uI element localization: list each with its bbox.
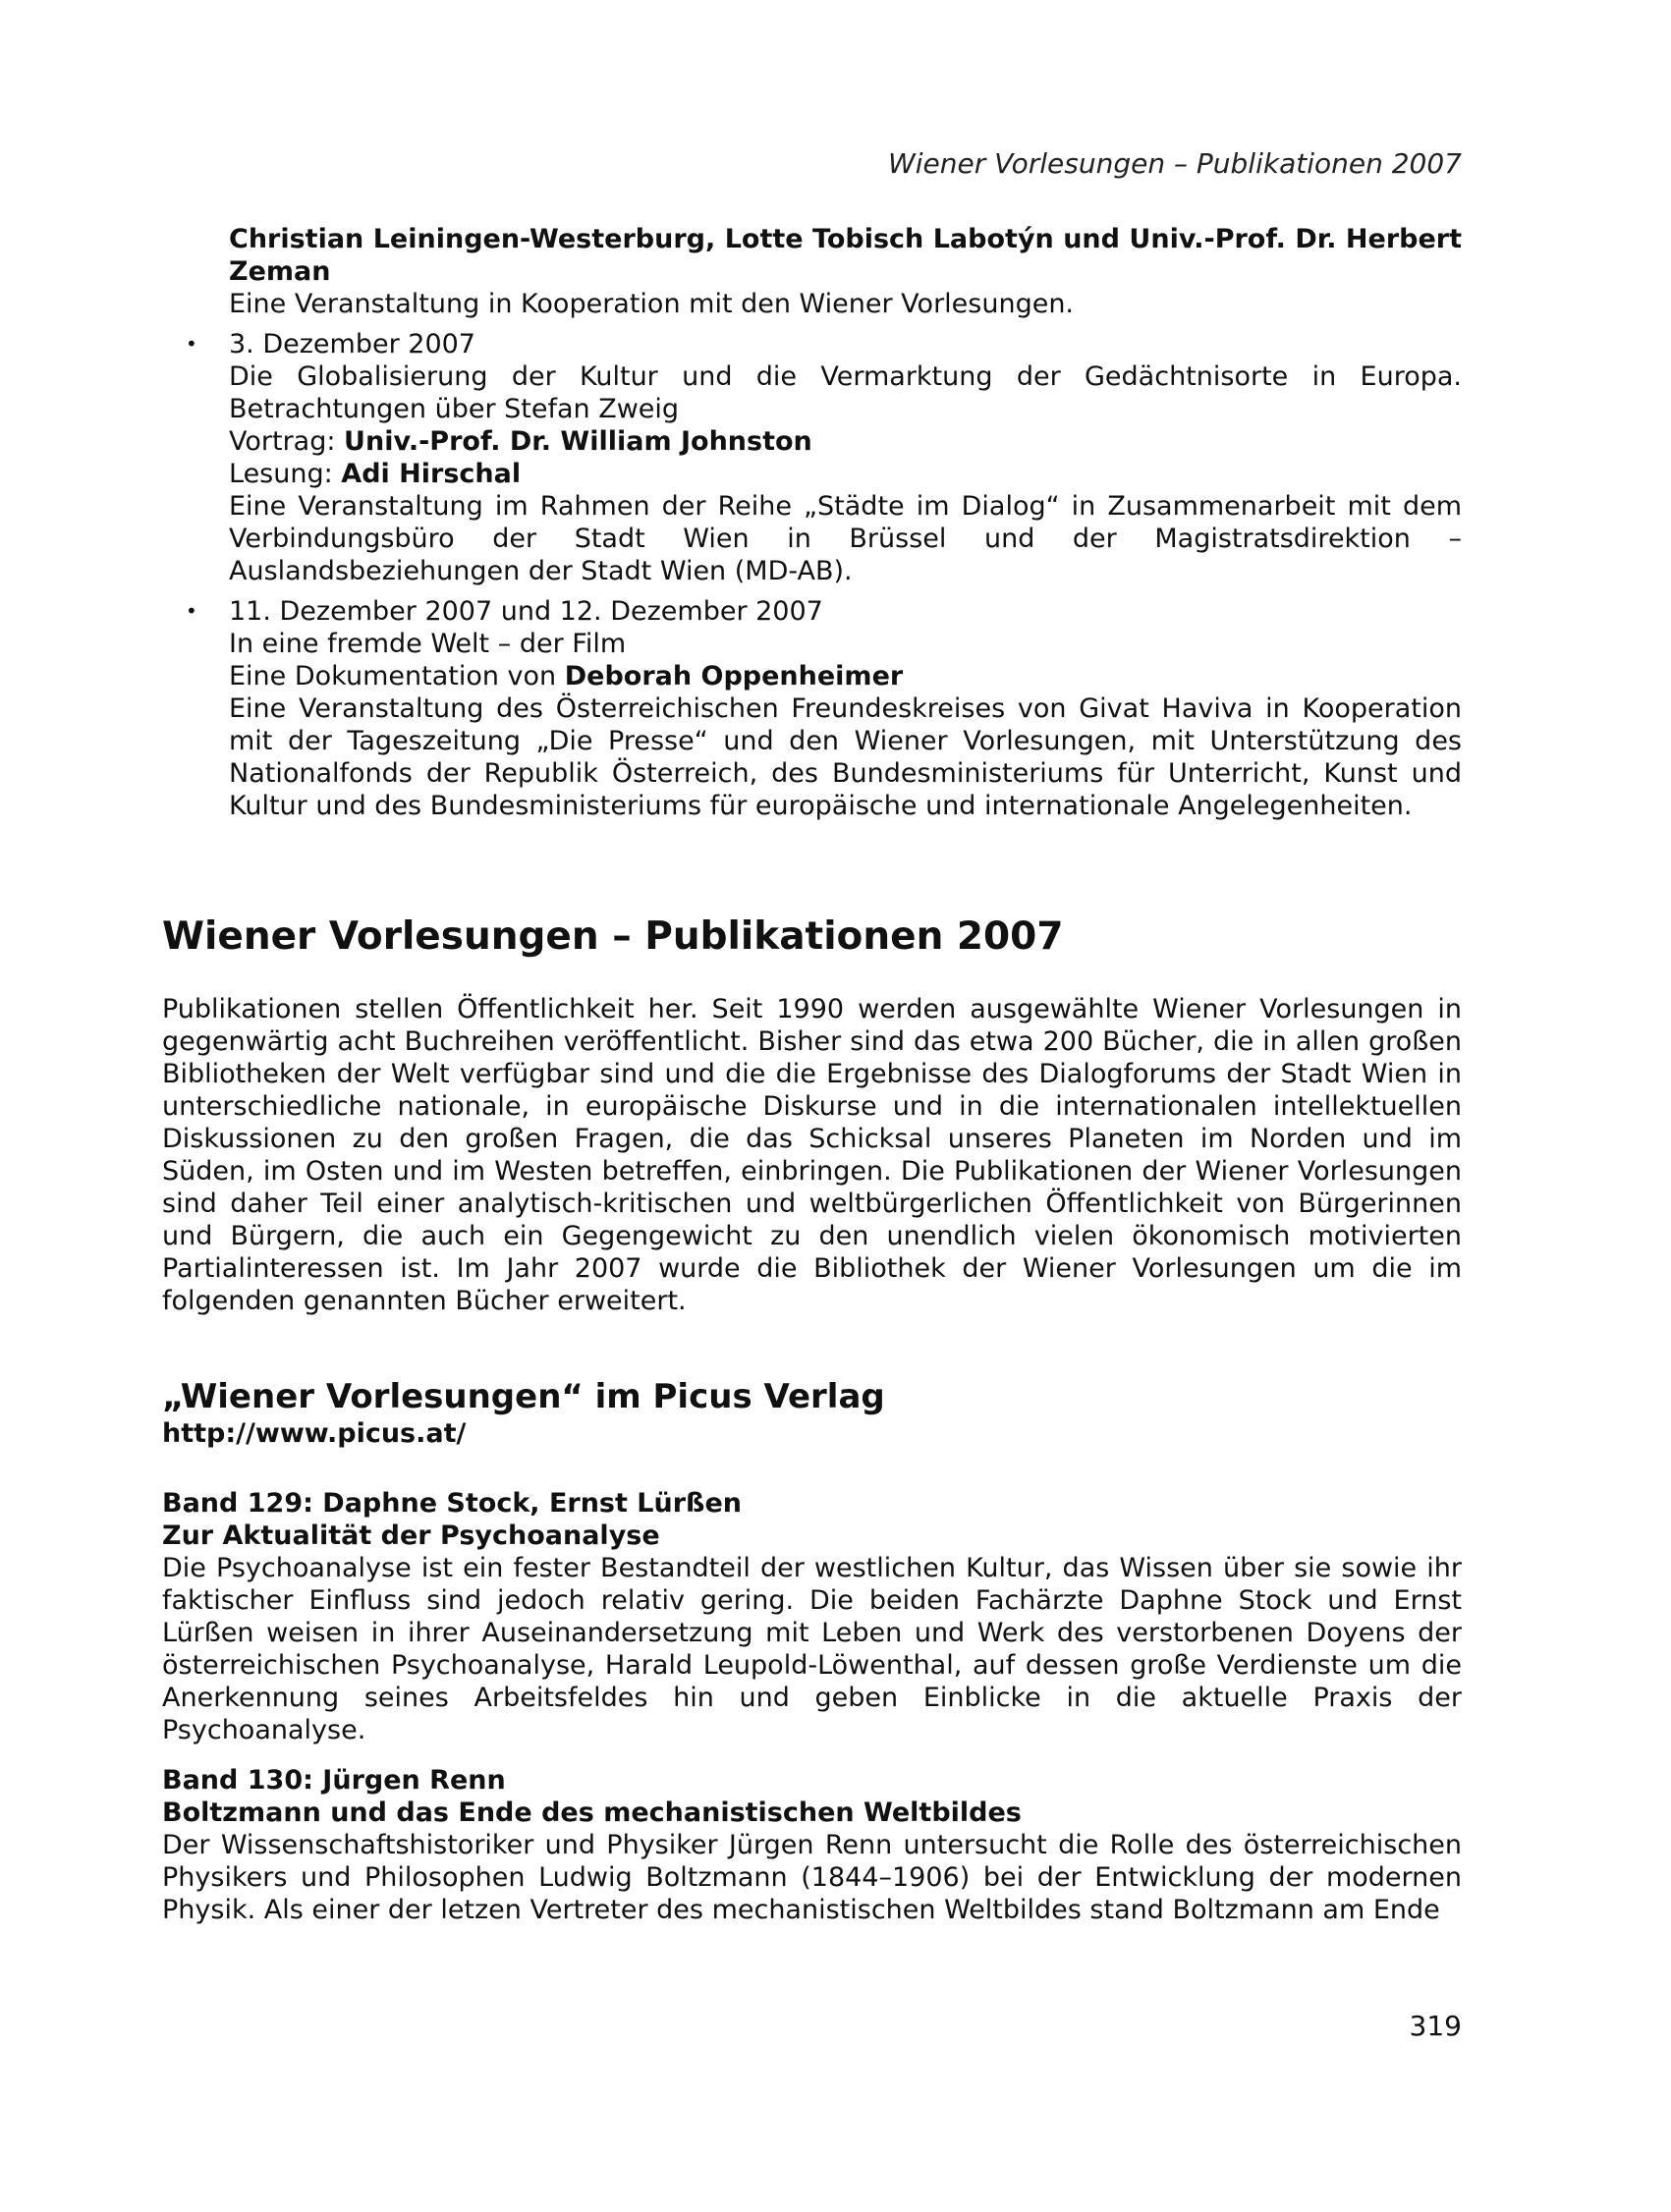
event-reading [229, 458, 1462, 490]
band-title: Zur Aktualität der Psychoanalyse [162, 1521, 660, 1551]
event-note: Eine Veranstaltung in Kooperation mit den Wiener Vorlesungen. [229, 289, 1075, 319]
talk-label: Vortrag: [229, 426, 345, 457]
band-entry [162, 1764, 1462, 1926]
band-entry [162, 1487, 1462, 1746]
bullet-icon: • [186, 332, 197, 356]
band-description: Die Psychoanalyse ist ein fester Bestandteil der westlichen Kultur, das Wissen über sie sowie ihr faktischer Einfluss sind jedoch relativ gering. Die beiden Fachärzte Daphne Stock und Ernst Lürßen weisen in ihrer Auseinandersetzung mit Leben und Werk des verstorbenen Doyens der österreichischen Psychoanalyse, Harald Leupold-Löwenthal, auf dessen große Verdienste um die Anerkennung seines Arbeitsfeldes hin und geben Einblicke in die aktuelle Praxis der Psychoanalyse. [162, 1553, 1462, 1745]
page-number: 319 [1409, 2010, 1462, 2042]
event-documentary [229, 660, 1462, 692]
band-label: Band 129: Daphne Stock, Ernst Lürßen [162, 1488, 742, 1519]
publisher-heading: „Wiener Vorlesungen“ im Picus Verlag [162, 1377, 885, 1416]
event-title: In eine fremde Welt – der Film [229, 629, 627, 659]
band-label: Band 130: Jürgen Renn [162, 1765, 506, 1796]
reading-label: Lesung: [229, 459, 342, 489]
text-column [162, 223, 1462, 1926]
section-intro: Publikationen stellen Öffentlichkeit her. Seit 1990 werden ausgewählte Wiener Vorlesungen in gegenwärtig acht Buchreihen veröffentlicht. Bisher sind das etwa 200 Bücher, die in allen großen Bibliotheken der Welt verfügbar sind und die die Ergebnisse des Dialogforums der Stadt Wien in unterschiedliche nationale, in europäische Diskurse und in die internationalen intellektuellen Diskussionen zu den großen Fragen, die das Schicksal unseres Planeten im Norden und im Süden, im Osten und im Westen betreffen, einbringen. Die Publikationen der Wiener Vorlesungen sind daher Teil einer analytisch-kritischen und weltbürgerlichen Öffentlichkeit von Bürgerinnen und Bürgern, die auch ein Gegengewicht zu den unendlich vielen ökonomisch motivierten Partialinteressen ist. Im Jahr 2007 wurde die Bibliothek der Wiener Vorlesungen um die im folgenden genannten Bücher erweitert. [162, 994, 1462, 1316]
event-speakers: Christian Leiningen-Westerburg, Lotte Tobisch Labotýn und Univ.-Prof. Dr. Herbert Zeman [229, 224, 1462, 287]
event-entry-continued [229, 223, 1462, 320]
talk-speaker: Univ.-Prof. Dr. William Johnston [344, 426, 812, 457]
doc-label: Eine Dokumentation von [229, 661, 565, 691]
running-header: Wiener Vorlesungen – Publikationen 2007 [888, 147, 1462, 180]
event-talk [229, 425, 1462, 458]
doc-author: Deborah Oppenheimer [564, 661, 904, 691]
event-list [162, 223, 1462, 822]
section-heading: Wiener Vorlesungen – Publikationen 2007 [162, 914, 1064, 959]
event-date: 11. Dezember 2007 und 12. Dezember 2007 [229, 596, 823, 627]
bullet-icon: • [186, 599, 197, 623]
band-description: Der Wissenschaftshistoriker und Physiker Jürgen Renn untersucht die Rolle des österreichischen Physikers und Philosophen Ludwig Boltzmann (1844–1906) bei der Entwicklung der modernen Physik. Als einer der letzen Vertreter des mechanistischen Weltbildes stand Boltzmann am Ende [162, 1830, 1462, 1925]
event-note: Eine Veranstaltung des Österreichischen Freundeskreises von Givat Haviva in Kooperation mit der Tageszeitung „Die Presse“ und den Wiener Vorlesungen, mit Unterstützung des Nationalfonds der Republik Österreich, des Bundesministeriums für Unterricht, Kunst und Kultur und des Bundesministeriums für europäische und internationale Angelegenheiten. [229, 693, 1462, 821]
publisher-url: http://www.picus.at/ [162, 1418, 467, 1449]
event-entry [186, 328, 1462, 587]
event-title: Die Globalisierung der Kultur und die Vermarktung der Gedächtnisorte in Europa. Betrachtungen über Stefan Zweig [229, 361, 1462, 424]
band-title: Boltzmann und das Ende des mechanistischen Weltbildes [162, 1797, 1022, 1828]
reading-performer: Adi Hirschal [341, 459, 522, 489]
event-note: Eine Veranstaltung im Rahmen der Reihe „Städte im Dialog“ in Zusammenarbeit mit dem Verbindungsbüro der Stadt Wien in Brüssel und der Magistratsdirektion – Auslandsbeziehungen der Stadt Wien (MD-AB). [229, 491, 1462, 586]
event-date: 3. Dezember 2007 [229, 329, 475, 359]
event-entry [186, 595, 1462, 822]
